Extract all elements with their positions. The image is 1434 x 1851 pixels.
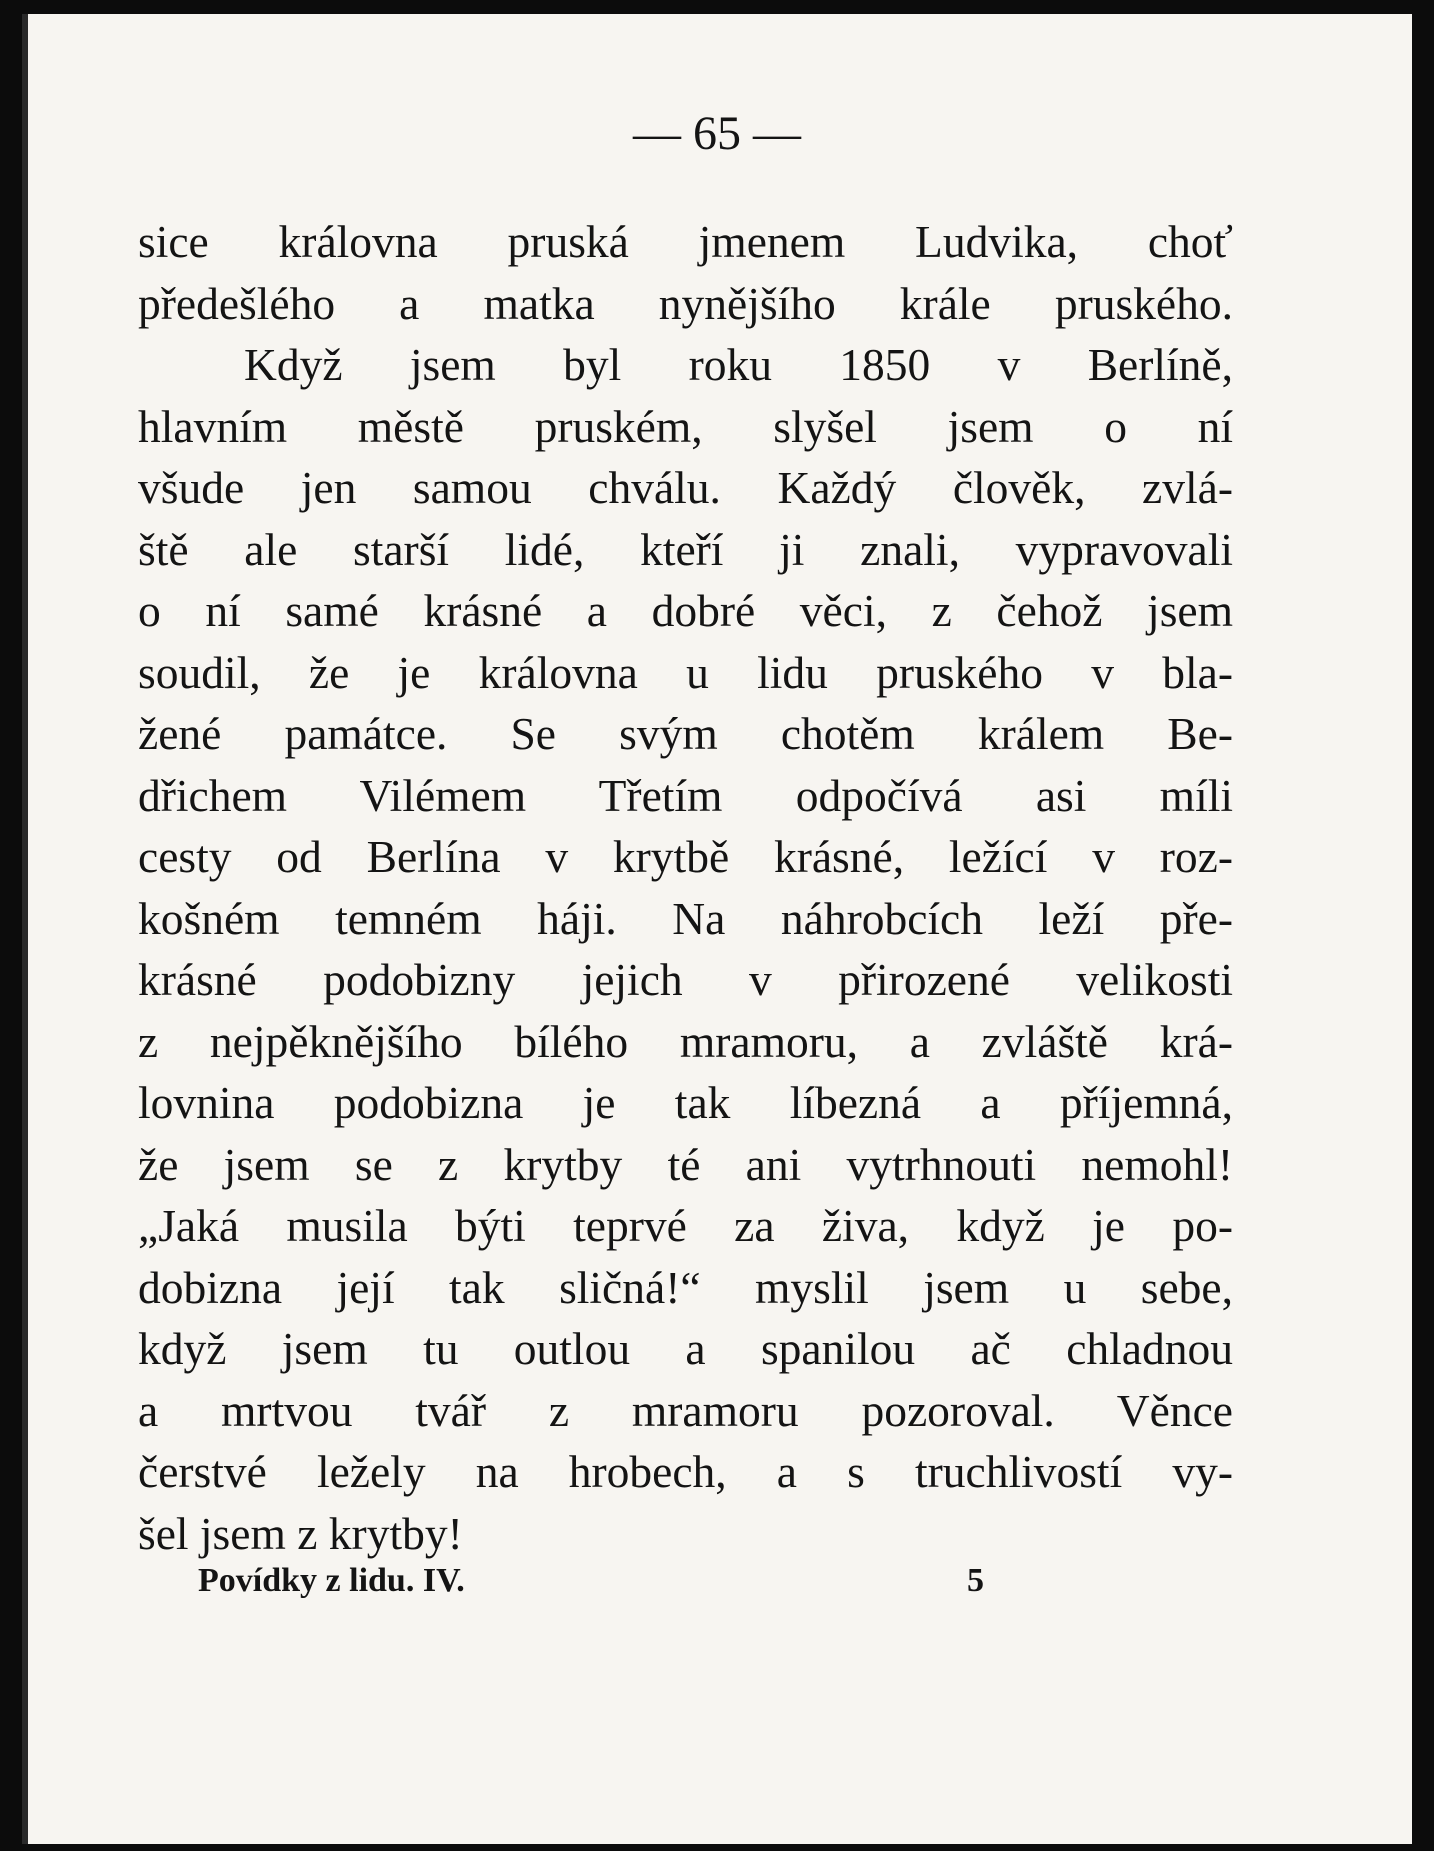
text-line: dřichem Vilémem Třetím odpočívá asi míli	[138, 769, 1233, 821]
text-line: a mrtvou tvář z mramoru pozoroval. Věnce	[138, 1384, 1233, 1436]
text-line: ště ale starší lidé, kteří ji znali, vypravovali	[138, 523, 1233, 575]
text-line: předešlého a matka nynějšího krále pruského.	[138, 277, 1233, 329]
book-page	[22, 14, 1412, 1844]
body-text	[138, 211, 1233, 1564]
text-line: že jsem se z krytby té ani vytrhnouti nemohl!	[138, 1138, 1233, 1190]
signature-mark: 5	[967, 1562, 984, 1599]
text-line: cesty od Berlína v krytbě krásné, ležící v roz-	[138, 831, 1233, 882]
text-line: dobizna její tak sličná!“ myslil jsem u sebe,	[138, 1261, 1233, 1313]
page-number: — 65 —	[633, 107, 801, 160]
text-line: šel jsem z krytby!	[138, 1507, 463, 1559]
text-line: žené památce. Se svým chotěm králem Be-	[138, 708, 1233, 759]
page-edge	[22, 14, 28, 1844]
text-line: lovnina podobizna je tak líbezná a příjemná,	[138, 1077, 1233, 1128]
text-line: o ní samé krásné a dobré věci, z čehož jsem	[138, 585, 1233, 636]
text-line: z nejpěknějšího bílého mramoru, a zvláště krá-	[138, 1015, 1233, 1067]
text-line: všude jen samou chválu. Každý člověk, zvlá-	[138, 462, 1233, 513]
signature-title: Povídky z lidu. IV.	[198, 1562, 465, 1599]
text-line: hlavním městě pruském, slyšel jsem o ní	[138, 400, 1233, 452]
text-line: krásné podobizny jejich v přirozené velikosti	[138, 954, 1233, 1005]
text-line: Když jsem byl roku 1850 v Berlíně,	[244, 339, 1233, 390]
text-line: soudil, že je královna u lidu pruského v bla-	[138, 646, 1233, 698]
text-line: „Jaká musila býti teprvé za živa, když je po-	[138, 1200, 1233, 1251]
text-line: sice královna pruská jmenem Ludvika, choť	[138, 216, 1233, 267]
text-line: čerstvé ležely na hrobech, a s truchlivostí vy-	[138, 1446, 1233, 1497]
text-line: košném temném háji. Na náhrobcích leží pře-	[138, 892, 1233, 944]
text-line: když jsem tu outlou a spanilou ač chladnou	[138, 1323, 1233, 1374]
